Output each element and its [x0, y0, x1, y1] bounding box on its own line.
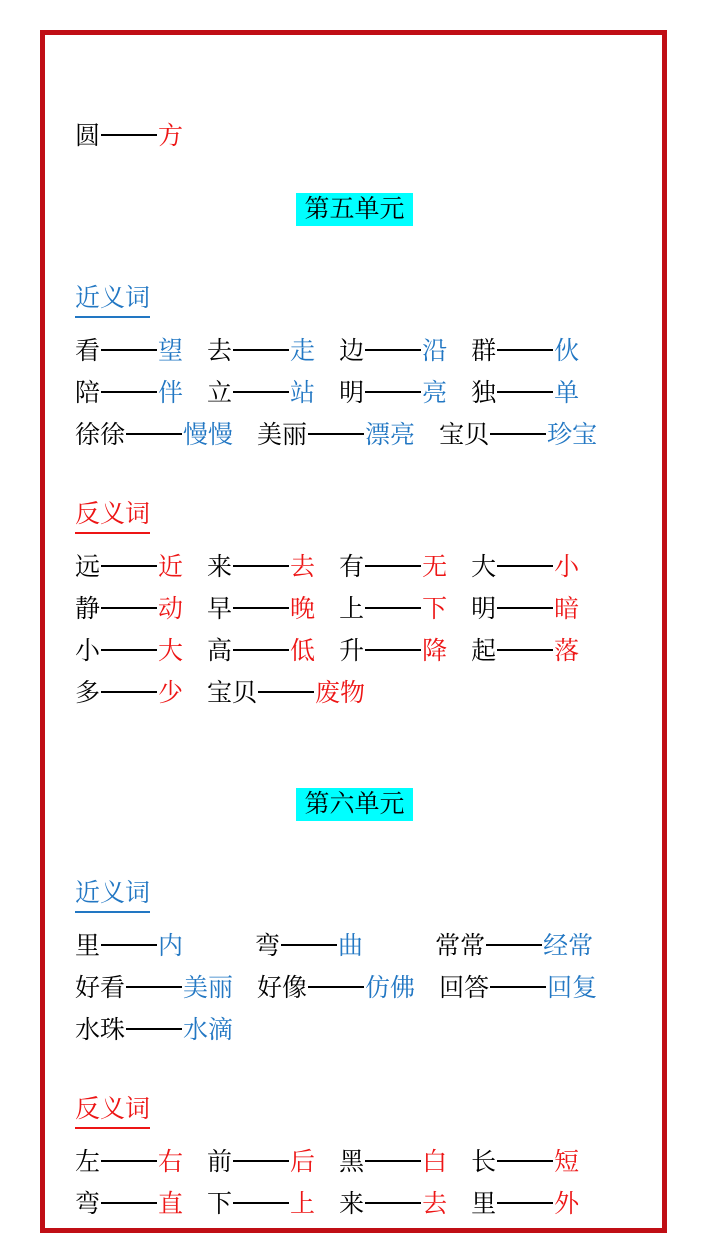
- antonym-group: [75, 494, 634, 712]
- dash-line: [101, 565, 157, 567]
- word-left: 陪: [75, 379, 101, 407]
- word-right: 落: [554, 637, 580, 665]
- word-pair: [471, 373, 579, 409]
- group-heading-row: [75, 278, 634, 328]
- word-left: 远: [75, 553, 101, 581]
- word-left: 明: [471, 595, 497, 623]
- word-pair: [471, 331, 579, 367]
- word-right: 去: [290, 553, 316, 581]
- word-left: 静: [75, 595, 101, 623]
- word-left: 来: [207, 553, 233, 581]
- group-heading-row: [75, 873, 634, 923]
- word-right: 上: [290, 1190, 316, 1218]
- worksheet-content: [45, 35, 662, 1223]
- word-pair-row: [75, 923, 634, 965]
- word-pair-row: [75, 628, 634, 670]
- word-right: 望: [158, 337, 184, 365]
- word-left: 好看: [75, 974, 126, 1002]
- unit-title-row: [75, 788, 634, 821]
- dash-line: [490, 433, 546, 435]
- unit-title: 第六单元: [296, 788, 412, 821]
- dash-line: [497, 349, 553, 351]
- word-right: 沿: [422, 337, 448, 365]
- word-pair: [75, 331, 183, 367]
- word-pair: [339, 547, 447, 583]
- antonym-heading: 反义词: [75, 1089, 150, 1129]
- word-pair: [471, 589, 579, 625]
- dash-line: [497, 607, 553, 609]
- dash-line: [497, 649, 553, 651]
- word-left: 宝贝: [439, 421, 490, 449]
- dash-line: [281, 944, 337, 946]
- word-right: 慢慢: [183, 421, 234, 449]
- word-right: 站: [290, 379, 316, 407]
- word-pair-row: [75, 412, 634, 454]
- dash-line: [233, 1160, 289, 1162]
- word-right: 白: [422, 1148, 448, 1176]
- word-right: 无: [422, 553, 448, 581]
- word-left: 左: [75, 1148, 101, 1176]
- word-right: 近: [158, 553, 184, 581]
- word-left: 明: [339, 379, 365, 407]
- word-left: 水珠: [75, 1016, 126, 1044]
- word-left: 有: [339, 553, 365, 581]
- word-right: 右: [158, 1148, 184, 1176]
- dash-line: [233, 1202, 289, 1204]
- word-pair: [75, 631, 183, 667]
- word-pair: [339, 331, 447, 367]
- word-pair-row: [75, 1139, 634, 1181]
- word-right: 漂亮: [365, 421, 416, 449]
- word-left: 边: [339, 337, 365, 365]
- word-right: 伙: [554, 337, 580, 365]
- word-right: 大: [158, 637, 184, 665]
- word-left: 宝贝: [207, 679, 258, 707]
- word-pair: [75, 1184, 183, 1220]
- unit-section: [75, 193, 634, 712]
- word-right: 直: [158, 1190, 184, 1218]
- word-pair: [207, 331, 315, 367]
- dash-line: [497, 391, 553, 393]
- group-heading-row: [75, 494, 634, 544]
- dash-line: [497, 1202, 553, 1204]
- dash-line: [101, 944, 157, 946]
- dash-line: [365, 1160, 421, 1162]
- word-right: 动: [158, 595, 184, 623]
- word-right: 回复: [547, 974, 598, 1002]
- word-left: 美丽: [257, 421, 308, 449]
- dash-line: [490, 986, 546, 988]
- word-pair: [257, 968, 415, 1004]
- word-left: 看: [75, 337, 101, 365]
- dash-line: [101, 691, 157, 693]
- word-right: 仿佛: [365, 974, 416, 1002]
- word-left: 小: [75, 637, 101, 665]
- dash-line: [365, 1202, 421, 1204]
- word-right: 低: [290, 637, 316, 665]
- sections-root: [75, 193, 634, 1223]
- word-right: 降: [422, 637, 448, 665]
- word-left: 高: [207, 637, 233, 665]
- word-pair-row: [75, 1181, 634, 1223]
- red-border-frame: [40, 30, 667, 1233]
- word-left: 大: [471, 553, 497, 581]
- synonym-group: [75, 873, 634, 1049]
- dash-line: [101, 349, 157, 351]
- word-right: 短: [554, 1148, 580, 1176]
- word-pair: [255, 926, 363, 962]
- word-pair: [75, 968, 233, 1004]
- word-pair: [339, 373, 447, 409]
- group-heading-row: [75, 1089, 634, 1139]
- dash-line: [233, 391, 289, 393]
- word-pair: [471, 631, 579, 667]
- dash-line: [126, 433, 182, 435]
- word-pair: [257, 415, 415, 451]
- dash-line: [233, 349, 289, 351]
- word-right: 亮: [422, 379, 448, 407]
- word-right: 下: [422, 595, 448, 623]
- word-left: 上: [339, 595, 365, 623]
- word-pair: [435, 926, 593, 962]
- dash-line: [101, 1202, 157, 1204]
- word-pair: [75, 1142, 183, 1178]
- word-pair: [439, 415, 597, 451]
- word-left: 独: [471, 379, 497, 407]
- word-pair-row: [75, 670, 634, 712]
- word-left: 立: [207, 379, 233, 407]
- word-left: 圆: [75, 122, 101, 150]
- dash-line: [101, 649, 157, 651]
- dash-line: [126, 986, 182, 988]
- word-pair: [75, 589, 183, 625]
- synonym-group: [75, 278, 634, 454]
- word-pair: [207, 1184, 315, 1220]
- dash-line: [101, 391, 157, 393]
- word-pair: [471, 1184, 579, 1220]
- dash-line: [497, 1160, 553, 1162]
- word-pair: [471, 1142, 579, 1178]
- word-right: 经常: [543, 932, 594, 960]
- antonym-heading: 反义词: [75, 494, 150, 534]
- dash-line: [308, 433, 364, 435]
- word-right: 小: [554, 553, 580, 581]
- word-right: 暗: [554, 595, 580, 623]
- word-pair: [439, 968, 597, 1004]
- word-pair-row: [75, 370, 634, 412]
- word-pair: [207, 673, 365, 709]
- dash-line: [233, 649, 289, 651]
- word-pair: [75, 673, 183, 709]
- antonym-group: [75, 1089, 634, 1223]
- word-right: 方: [158, 122, 184, 150]
- word-right: 美丽: [183, 974, 234, 1002]
- word-left: 来: [339, 1190, 365, 1218]
- word-pair: [207, 589, 315, 625]
- intro-pair-row: [75, 113, 634, 155]
- dash-line: [365, 607, 421, 609]
- word-right: 晚: [290, 595, 316, 623]
- word-left: 黑: [339, 1148, 365, 1176]
- dash-line: [365, 565, 421, 567]
- word-pair: [207, 1142, 315, 1178]
- word-left: 长: [471, 1148, 497, 1176]
- dash-line: [486, 944, 542, 946]
- word-right: 曲: [338, 932, 364, 960]
- word-left: 徐徐: [75, 421, 126, 449]
- word-left: 起: [471, 637, 497, 665]
- word-right: 少: [158, 679, 184, 707]
- word-pair: [207, 631, 315, 667]
- unit-title-row: [75, 193, 634, 226]
- dash-line: [126, 1028, 182, 1030]
- word-pair-row: [75, 586, 634, 628]
- word-left: 里: [471, 1190, 497, 1218]
- dash-line: [497, 565, 553, 567]
- word-pair: [471, 547, 579, 583]
- word-pair: [339, 1142, 447, 1178]
- word-pair: [339, 631, 447, 667]
- dash-line: [308, 986, 364, 988]
- word-left: 弯: [75, 1190, 101, 1218]
- dash-line: [101, 134, 157, 136]
- word-pair-row: [75, 1007, 634, 1049]
- word-pair: [339, 589, 447, 625]
- word-pair: [207, 547, 315, 583]
- dash-line: [365, 349, 421, 351]
- word-left: 回答: [439, 974, 490, 1002]
- unit-section: [75, 788, 634, 1223]
- word-pair: [339, 1184, 447, 1220]
- word-right: 外: [554, 1190, 580, 1218]
- word-left: 弯: [255, 932, 281, 960]
- word-pair: [207, 373, 315, 409]
- word-right: 去: [422, 1190, 448, 1218]
- dash-line: [233, 565, 289, 567]
- dash-line: [365, 391, 421, 393]
- word-pair: [75, 116, 183, 152]
- word-right: 水滴: [183, 1016, 234, 1044]
- word-pair: [75, 547, 183, 583]
- word-left: 好像: [257, 974, 308, 1002]
- word-right: 废物: [315, 679, 366, 707]
- word-right: 单: [554, 379, 580, 407]
- word-right: 伴: [158, 379, 184, 407]
- dash-line: [365, 649, 421, 651]
- word-left: 下: [207, 1190, 233, 1218]
- word-left: 里: [75, 932, 101, 960]
- synonym-heading: 近义词: [75, 873, 150, 913]
- word-pair-row: [75, 544, 634, 586]
- dash-line: [101, 607, 157, 609]
- word-left: 前: [207, 1148, 233, 1176]
- synonym-heading: 近义词: [75, 278, 150, 318]
- word-pair: [75, 926, 183, 962]
- word-left: 多: [75, 679, 101, 707]
- word-pair-row: [75, 965, 634, 1007]
- word-right: 走: [290, 337, 316, 365]
- dash-line: [101, 1160, 157, 1162]
- word-pair: [75, 415, 233, 451]
- word-pair: [75, 1010, 233, 1046]
- word-right: 珍宝: [547, 421, 598, 449]
- section-gap: [75, 752, 634, 788]
- word-left: 常常: [435, 932, 486, 960]
- word-pair-row: [75, 328, 634, 370]
- word-left: 去: [207, 337, 233, 365]
- word-left: 群: [471, 337, 497, 365]
- word-right: 后: [290, 1148, 316, 1176]
- word-right: 内: [158, 932, 184, 960]
- unit-title: 第五单元: [296, 193, 412, 226]
- word-pair: [75, 373, 183, 409]
- word-left: 早: [207, 595, 233, 623]
- word-left: 升: [339, 637, 365, 665]
- dash-line: [258, 691, 314, 693]
- dash-line: [233, 607, 289, 609]
